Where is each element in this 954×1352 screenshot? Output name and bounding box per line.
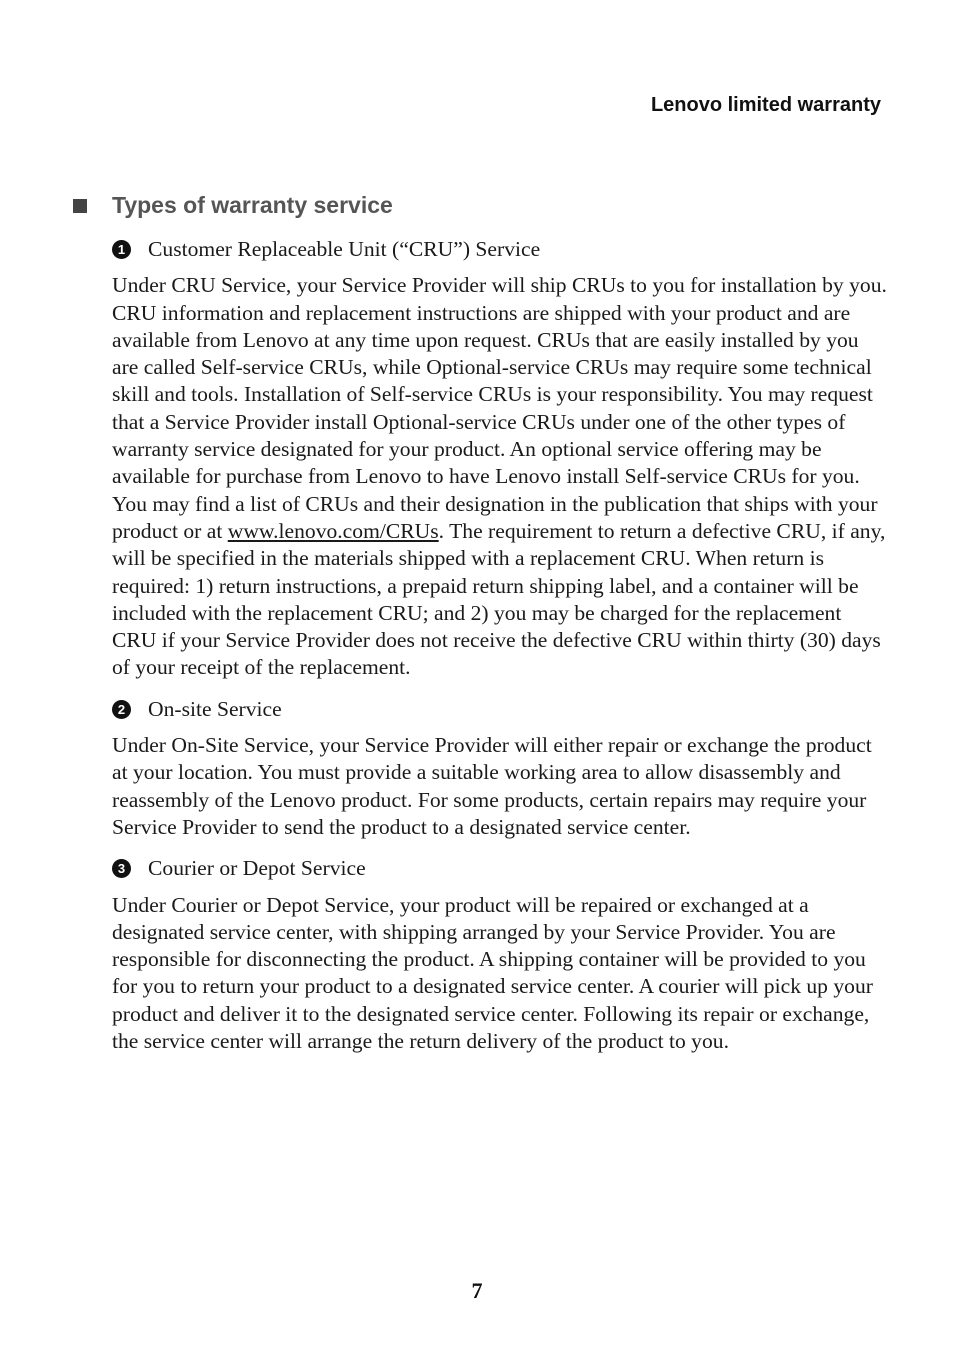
item-1-text-b: . The requirement to return a defective CRU, if any, will be specified in the materials shipped with a replacement CRU. When return is required: 1) return instructions, a prepaid return shipping label, and a container will be included with the replacement CRU; and 2) you may be charged for the replacement CRU if your Service Provider does not receive the defective CRU within thirty (30) days of your receipt of the replacement. — [112, 518, 886, 680]
cru-link[interactable]: www.lenovo.com/CRUs — [227, 518, 439, 543]
item-1-title: Customer Replaceable Unit (“CRU”) Service — [148, 237, 541, 261]
square-bullet-icon — [73, 199, 87, 213]
item-2-heading — [112, 696, 887, 723]
running-header: Lenovo limited warranty — [650, 94, 881, 116]
item-1-paragraph — [112, 272, 887, 681]
section-title: Types of warranty service — [112, 192, 393, 218]
number-3-icon: 3 — [112, 859, 131, 878]
item-1-heading — [112, 236, 887, 263]
document-body — [112, 236, 887, 1069]
section-heading — [73, 192, 393, 219]
item-1-text-a: Under CRU Service, your Service Provider will ship CRUs to you for installation by you. CRU information and replacement instructions are shipped with your product and are available from Lenovo at any time upon request. CRUs that are easily installed by you are called Self-service CRUs, while Optional-service CRUs may require some technical skill and tools. Installation of Self-service CRUs is your responsibility. You may request that a Service Provider install Optional-service CRUs under one of the other types of warranty service designated for your product. An optional service offering may be available for purchase from Lenovo to have Lenovo install Self-service CRUs for you. You may find a list of CRUs and their designation in the publication that ships with your product or at — [112, 273, 887, 543]
number-2-icon: 2 — [112, 700, 131, 719]
number-1-icon: 1 — [112, 240, 131, 259]
item-2-paragraph: Under On-Site Service, your Service Provider will either repair or exchange the product at your location. You must provide a suitable working area to allow disassembly and reassembly of the Lenovo product. For some products, certain repairs may require your Service Provider to send the product to a designated service center. — [112, 733, 872, 839]
item-3-title: Courier or Depot Service — [148, 856, 366, 881]
item-3-paragraph: Under Courier or Depot Service, your product will be repaired or exchanged at a designated service center, with shipping arranged by your Service Provider. You are responsible for disconnecting the product. A shipping container will be provided to you for you to return your product to a designated service center. A courier will pick up your product and deliver it to the designated service center. Following its repair or exchange, the service center will arrange the return delivery of the product to you. — [112, 892, 873, 1054]
item-2-title: On-site Service — [148, 696, 282, 721]
item-3-heading — [112, 855, 887, 882]
page-number: 7 — [471, 1278, 483, 1303]
